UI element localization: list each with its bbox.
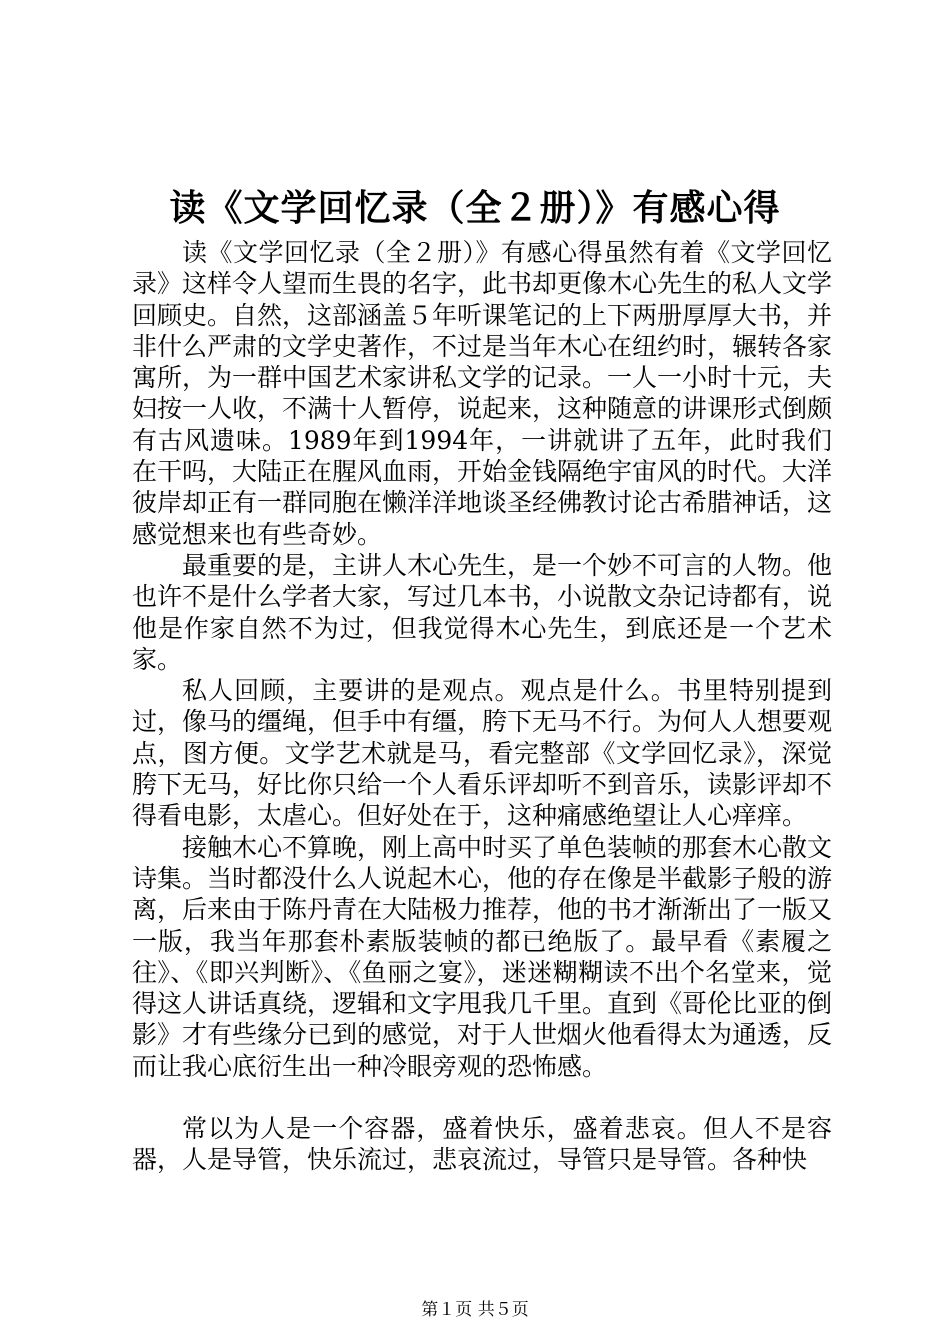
paragraph-4: 接触木心不算晚，刚上高中时买了单色装帧的那套木心散文诗集。当时都没什么人说起木心，他的存在像是半截影子般的游离，后来由于陈丹青在大陆极力推荐，他的书才渐渐出了一版又一版，我当年那套朴素版装帧的都已绝版了。最早看《素履之往》、《即兴判断》、《鱼丽之宴》，迷迷糊糊读不出个名堂来，觉得这人讲话真绕，逻辑和文字甩我几千里。直到《哥伦比亚的倒影》才有些缘分已到的感觉，对于人世烟火他看得太为通透，反而让我心底衍生出一种冷眼旁观的恐怖感。	[132, 832, 833, 1081]
document-body	[132, 237, 832, 1176]
page-total: 共５页	[477, 1300, 529, 1320]
paragraph-2: 最重要的是，主讲人木心先生，是一个妙不可言的人物。他也许不是什么学者大家，写过几本书，小说散文杂记诗都有，说他是作家自然不为过，但我觉得木心先生，到底还是一个艺术家。	[132, 550, 833, 674]
paragraph-5: 常以为人是一个容器，盛着快乐，盛着悲哀。但人不是容器，人是导管，快乐流过，悲哀流过，导管只是导管。各种快	[132, 1114, 832, 1175]
page-footer	[0, 1298, 950, 1322]
page-number: 第１页	[421, 1300, 473, 1320]
paragraph-3: 私人回顾，主要讲的是观点。观点是什么。书里特别提到过，像马的缰绳，但手中有缰，胯下无马不行。为何人人想要观点，图方便。文学艺术就是马，看完整部《文学回忆录》，深觉胯下无马，好比你只给一个人看乐评却听不到音乐，读影评却不得看电影，太虐心。但好处在于，这种痛感绝望让人心痒痒。	[132, 676, 833, 831]
paragraph-1: 读《文学回忆录（全２册）》有感心得虽然有着《文学回忆录》这样令人望而生畏的名字，此书却更像木心先生的私人文学回顾史。自然，这部涵盖５年听课笔记的上下两册厚厚大书，并非什么严肃的文学史著作，不过是当年木心在纽约时，辗转各家寓所，为一群中国艺术家讲私文学的记录。一人一小时十元，夫妇按一人收，不满十人暂停，说起来，这种随意的讲课形式倒颇有古风遗味。1989年到1994年，一讲就讲了五年，此时我们在干吗，大陆正在腥风血雨，开始金钱隔绝宇宙风的时代。大洋彼岸却正有一群同胞在懒洋洋地谈圣经佛教讨论古希腊神话，这感觉想来也有些奇妙。	[132, 238, 833, 549]
document-title: 读《文学回忆录（全２册）》有感心得	[169, 187, 781, 229]
